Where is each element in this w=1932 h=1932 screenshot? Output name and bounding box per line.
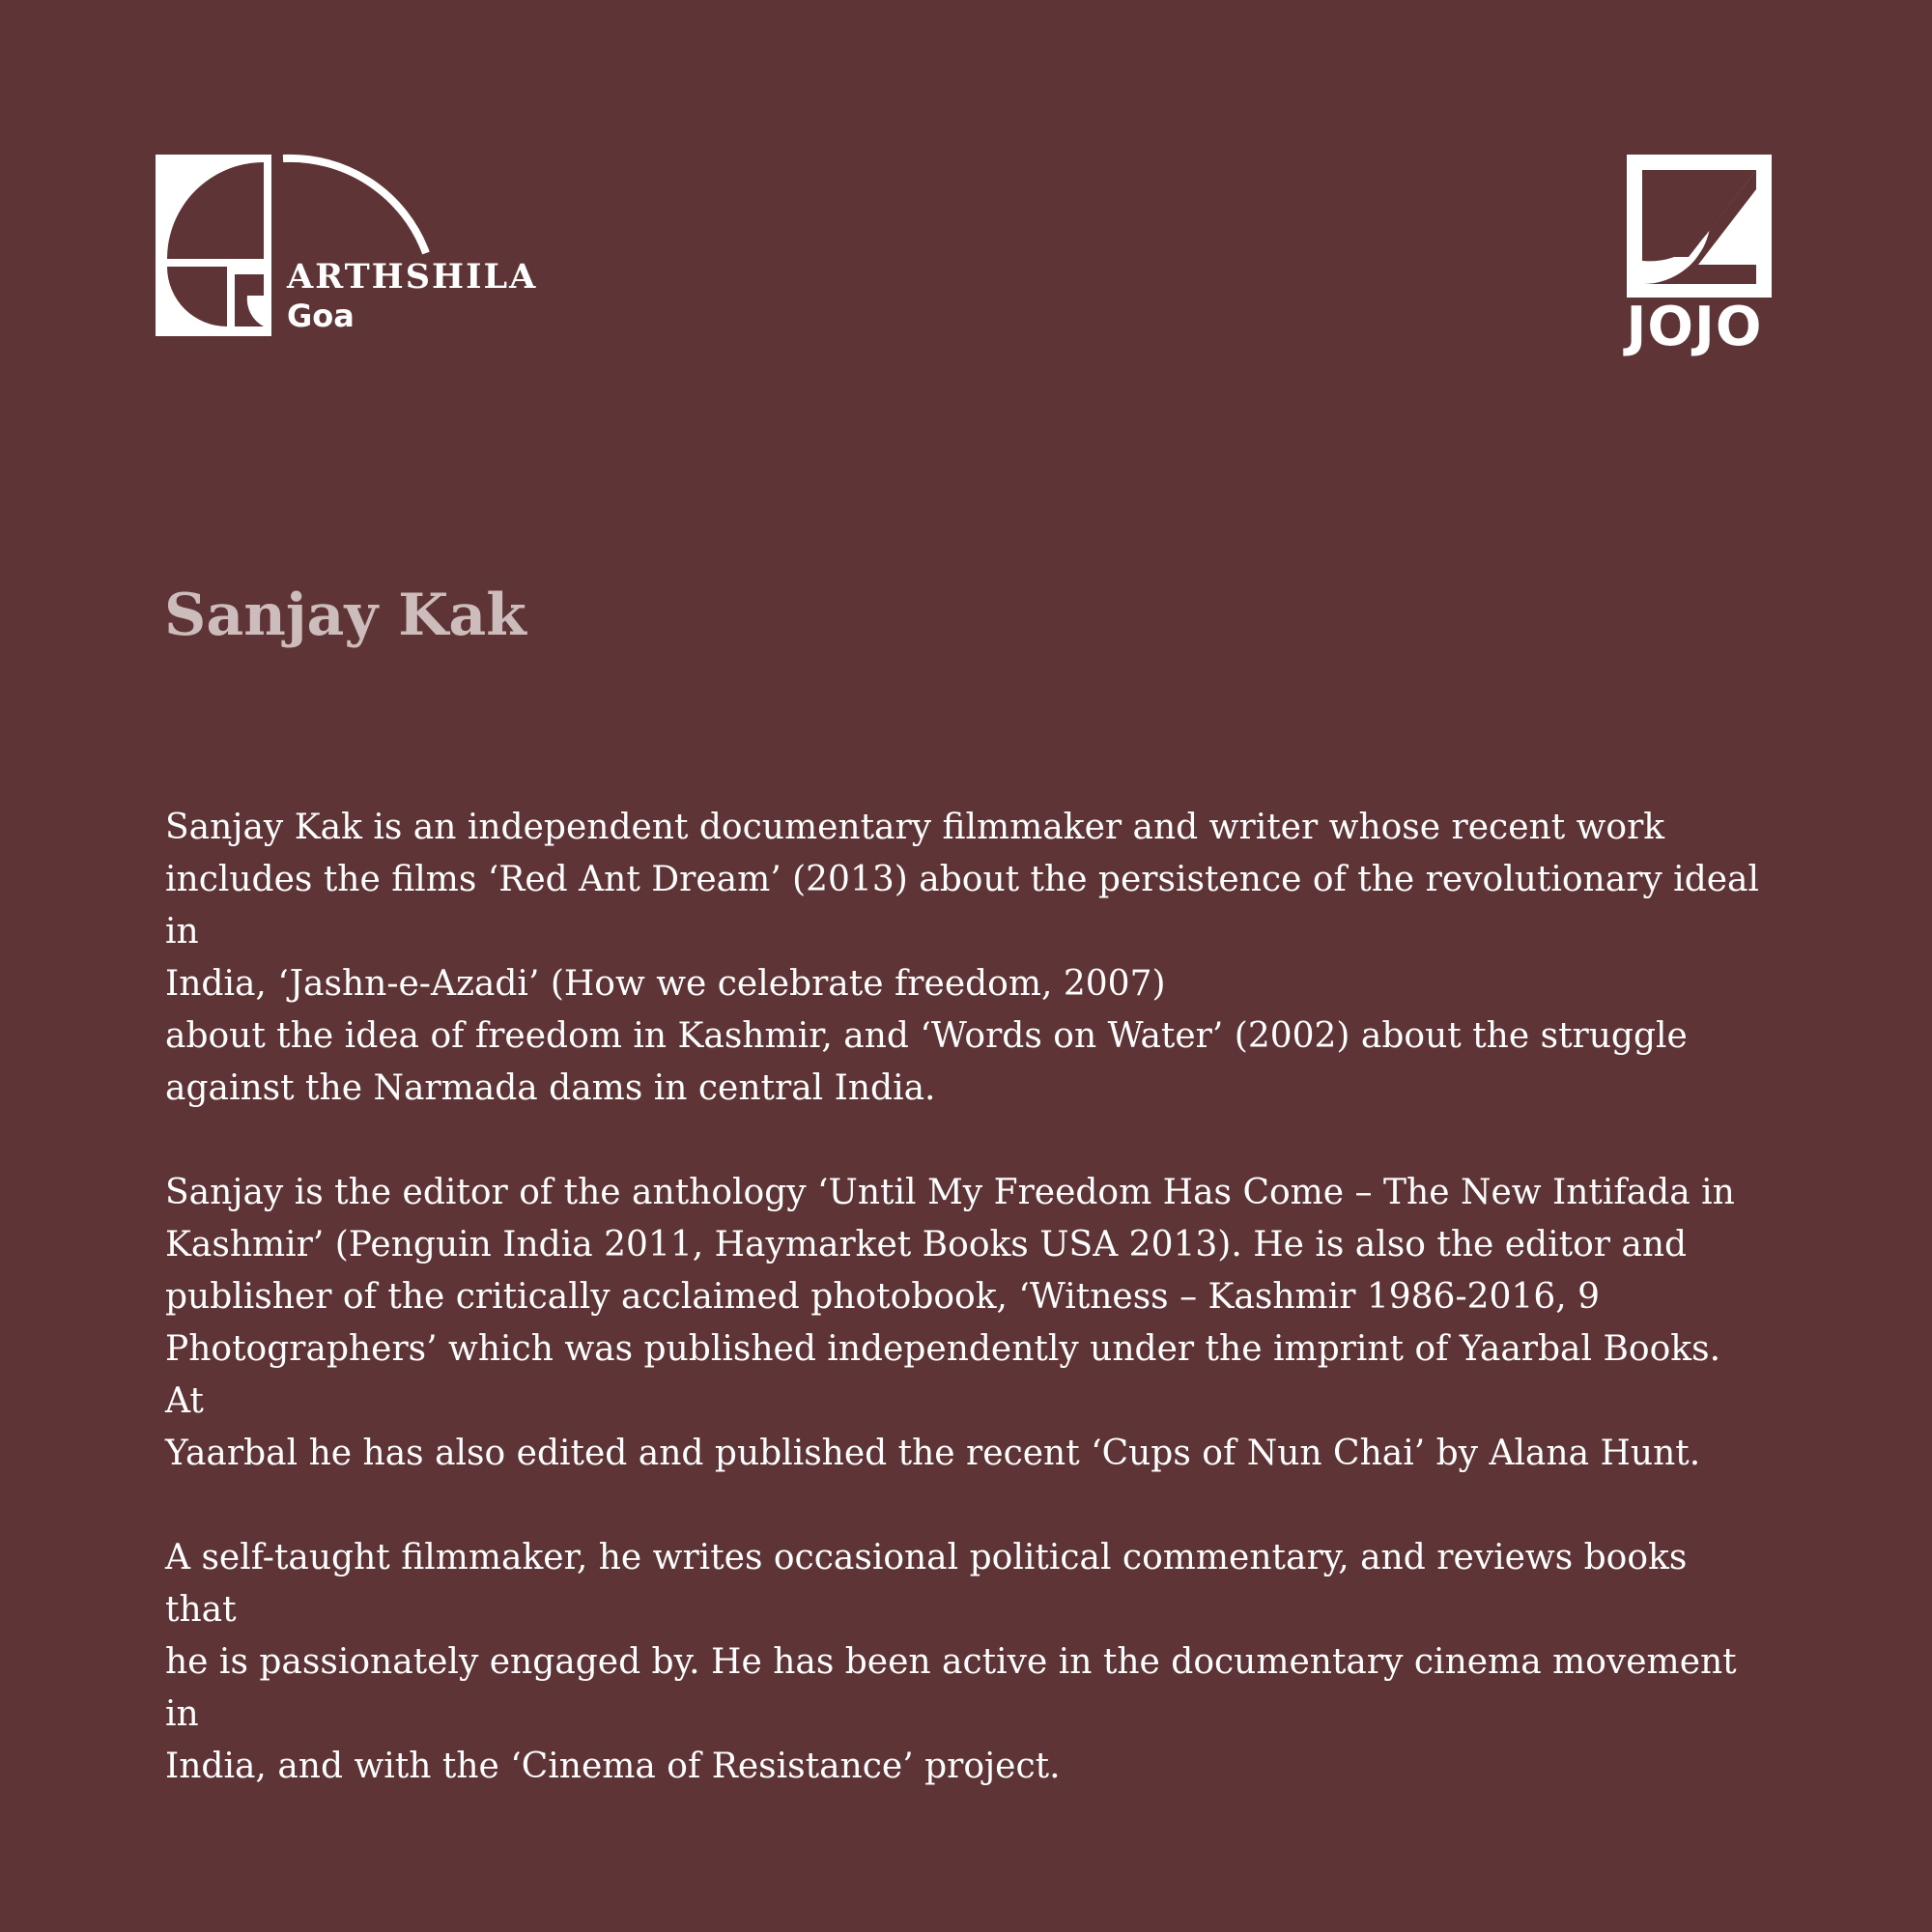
bio-section [165, 802, 1769, 1845]
bio-paragraph: Sanjay is the editor of the anthology ‘Until My Freedom Has Come – The New Intifada in Kashmir’ (Penguin India 2011, Haymarket Books USA 2013). He is also the editor and publisher of the critically acclaimed photobook, ‘Witness – Kashmir 1986-2016, 9 Photographers’ which was published independently under the imprint of Yaarbal Books. At Yaarbal he has also edited and published the recent ‘Cups of Nun Chai’ by Alana Hunt. [165, 1173, 1735, 1473]
jojo-name: JOJO [1626, 296, 1763, 358]
bio-paragraph: A self-taught filmmaker, he writes occasional political commentary, and reviews books that he is passionately engaged by. He has been active in the documentary cinema movement in India, and with the ‘Cinema of Resistance’ project. [165, 1538, 1737, 1786]
jojo-logo [1615, 153, 1774, 360]
bio-paragraph: Sanjay Kak is an independent documentary filmmaker and writer whose recent work includes the films ‘Red Ant Dream’ (2013) about the persistence of the revolutionary ideal in India, ‘Jashn-e-Azadi’ (How we celebrate freedom, 2007) about the idea of freedom in Kashmir, and ‘Words on Water’ (2002) about the struggle against the Narmada dams in central India. [165, 808, 1760, 1108]
jojo-square-mark-icon [1615, 153, 1774, 298]
arthshila-city: Goa [287, 298, 355, 334]
arthshila-name: ARTHSHILA [287, 257, 538, 297]
arthshila-logo [156, 153, 538, 336]
page-title: Sanjay Kak [164, 582, 526, 649]
